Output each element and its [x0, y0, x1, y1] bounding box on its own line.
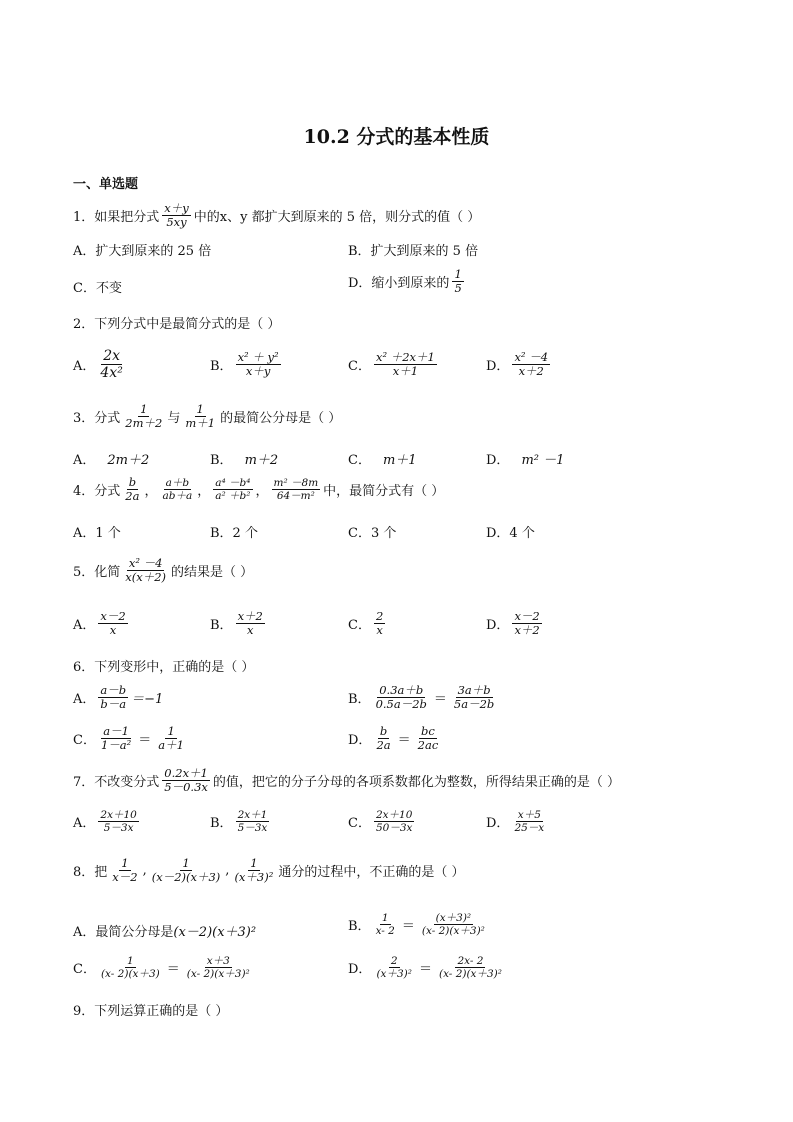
option-label: C． [348, 816, 371, 832]
option-label: D． [348, 733, 372, 749]
question-2: 2．下列分式中是最简分式的是（ ） [73, 317, 281, 332]
denominator: x＋2 [514, 623, 540, 638]
fraction [512, 610, 541, 637]
numerator: 2x [103, 348, 120, 364]
page-title: 10.2 分式的基本性质 [303, 126, 490, 148]
denominator: (x- 2)(x＋3)² [186, 968, 250, 981]
option-label: A． [73, 816, 96, 832]
question-3 [73, 403, 341, 430]
question-5-suffix: 的结果是（ ） [171, 565, 254, 581]
denominator: 25－x [514, 822, 545, 835]
section-heading: 一、单选题 [73, 177, 139, 192]
option-label: C． [348, 359, 371, 375]
question-7 [73, 767, 620, 794]
option-label: B． [210, 816, 233, 832]
option-value: m＋2 [244, 453, 279, 468]
numerator: 1 [182, 856, 190, 870]
question-5 [73, 557, 253, 584]
denominator: 1－a² [100, 738, 132, 753]
fraction [150, 857, 223, 884]
fraction [374, 912, 397, 937]
question-3-prefix: 3．分式 [73, 411, 121, 427]
fraction [123, 403, 164, 430]
option-label: C． [348, 453, 371, 468]
separator: , [142, 863, 147, 879]
q1-option-d [348, 268, 467, 295]
question-8 [73, 857, 464, 884]
question-1-suffix: 中的x、y 都扩大到原来的 5 倍，则分式的值（ ） [193, 210, 481, 226]
fraction [232, 857, 275, 884]
question-8-prefix: 8．把 [73, 865, 108, 881]
q8-option-d [348, 955, 507, 980]
denominator: x [109, 623, 117, 638]
denominator: 5xy [166, 215, 187, 230]
denominator: x- 2 [375, 925, 395, 938]
q1-option-a: A．扩大到原来的 25 倍 [73, 244, 212, 259]
separator: ， [255, 484, 269, 500]
option-label: B． [348, 692, 371, 708]
numerator: x－2 [514, 609, 540, 623]
denominator: x [376, 623, 383, 638]
option-label: D． [486, 816, 510, 832]
denominator: 2a [125, 489, 140, 504]
equals-sign: ＝ [397, 733, 411, 749]
numerator: 0.3a＋b [379, 683, 424, 697]
numerator: b [379, 724, 388, 738]
denominator: (x- 2)(x＋3)² [438, 968, 502, 981]
denominator: (x- 2)(x＋3) [100, 968, 160, 981]
numerator: 0.2x＋1 [164, 766, 208, 780]
equation-rhs: ＝−1 [131, 692, 164, 708]
option-value: m² －1 [521, 453, 565, 468]
numerator: x² －4 [514, 350, 549, 364]
q4-option-b: B．2 个 [210, 526, 258, 541]
denominator: 5－3x [103, 822, 134, 835]
numerator: m² －8m [273, 477, 319, 490]
option-label: D． [486, 618, 510, 634]
option-label: C． [348, 618, 371, 634]
numerator: 1 [127, 955, 134, 967]
numerator: x－2 [100, 609, 126, 623]
q7-option-a [73, 809, 142, 834]
q5-option-a [73, 610, 131, 637]
q3-option-b [210, 449, 278, 468]
separator: ， [144, 484, 158, 500]
option-label: D． [486, 453, 510, 468]
fraction [123, 476, 141, 503]
fraction [374, 610, 385, 637]
q4-option-d: D．4 个 [486, 526, 535, 541]
denominator: x(x＋2) [125, 570, 167, 585]
fraction [374, 684, 429, 711]
fraction [512, 351, 550, 378]
fraction [183, 403, 217, 430]
question-4 [73, 476, 444, 503]
numerator: 3a＋b [457, 683, 491, 697]
fraction [374, 351, 437, 378]
fraction [99, 725, 133, 752]
denominator: 0.5a－2b [375, 697, 427, 712]
numerator: a＋b [165, 477, 190, 490]
question-7-prefix: 7．不改变分式 [73, 775, 160, 791]
numerator: 1 [381, 912, 389, 924]
separator: , [225, 863, 230, 879]
question-9: 9．下列运算正确的是（ ） [73, 1004, 229, 1019]
question-4-prefix: 4．分式 [73, 484, 121, 500]
option-label: A． [73, 453, 96, 468]
denominator: (x- 2)(x＋3)² [421, 925, 485, 938]
question-1-prefix: 1．如果把分式 [73, 210, 160, 226]
q5-option-b [210, 610, 268, 637]
denominator: 2a [376, 738, 391, 753]
q4-option-a: A．1 个 [73, 526, 121, 541]
q8-option-c [73, 955, 255, 980]
fraction [185, 955, 252, 980]
option-label: D． [486, 359, 510, 375]
denominator: 5－3x [237, 822, 268, 835]
numerator: 1 [250, 856, 258, 870]
numerator: b [128, 475, 137, 489]
denominator: 64－m² [276, 490, 315, 503]
numerator: x＋y [164, 201, 189, 215]
numerator: 1 [196, 402, 204, 416]
numerator: a⁴ －b⁴ [215, 477, 251, 490]
denominator: a² ＋b² [215, 490, 251, 503]
q2-option-c [348, 351, 440, 378]
option-label: A． [73, 359, 96, 375]
numerator: 2 [390, 955, 398, 967]
question-7-suffix: 的值，把它的分子分母的各项系数都化为整数，所得结果正确的是（ ） [212, 775, 621, 791]
numerator: 2x＋10 [375, 809, 413, 821]
option-label: B． [210, 359, 233, 375]
q3-option-d [486, 449, 564, 468]
numerator: x＋3 [206, 955, 230, 967]
q6-option-c [73, 725, 189, 752]
option-label: D． [348, 962, 372, 978]
q3-option-a [73, 449, 149, 468]
question-1 [73, 202, 480, 229]
option-label: C． [73, 733, 96, 749]
q1-option-c: C．不变 [73, 281, 122, 296]
q5-option-c [348, 610, 388, 637]
fraction [160, 477, 194, 502]
question-8-suffix: 通分的过程中，不正确的是（ ） [278, 865, 465, 881]
question-4-suffix: 中，最简分式有（ ） [323, 484, 445, 500]
equals-sign: ＝ [433, 692, 447, 708]
option-value: (x－2)(x＋3)² [173, 925, 257, 940]
denominator: (x＋3)² [376, 968, 412, 981]
denominator: 5a－2b [453, 697, 495, 712]
option-value: 2m＋2 [107, 453, 150, 468]
fraction [512, 809, 546, 834]
denominator: m＋1 [185, 416, 216, 431]
question-3-suffix: 的最简公分母是（ ） [220, 411, 342, 427]
numerator: 1 [167, 724, 175, 738]
equals-sign: ＝ [401, 919, 415, 935]
option-value: m＋1 [382, 453, 417, 468]
separator: ， [197, 484, 211, 500]
q2-option-b [210, 351, 284, 378]
numerator: 2 [375, 609, 384, 623]
q4-option-c: C．3 个 [348, 526, 397, 541]
fraction [452, 684, 496, 711]
q3-option-c [348, 449, 417, 468]
fraction [162, 767, 210, 794]
denominator: x＋y [245, 364, 271, 379]
equals-sign: ＝ [418, 962, 432, 978]
numerator: x² －4 [128, 556, 163, 570]
fraction [98, 809, 138, 834]
option-label: A．最简公分母是 [73, 925, 174, 940]
fraction [236, 809, 270, 834]
denominator: a＋1 [158, 738, 184, 753]
q7-option-d [486, 809, 549, 834]
q6-option-d [348, 725, 443, 752]
denominator: 5 [454, 281, 462, 296]
q2-option-d [486, 351, 553, 378]
fraction [213, 477, 252, 502]
numerator: x² ＋2x＋1 [375, 350, 435, 364]
fraction [374, 955, 414, 980]
numerator: (x＋3)² [435, 912, 472, 924]
q2-option-a [73, 348, 128, 381]
denominator: x [246, 623, 254, 638]
question-6: 6．下列变形中，正确的是（ ） [73, 660, 255, 675]
numerator: x＋2 [237, 609, 263, 623]
option-label: B． [348, 919, 371, 935]
q5-option-d [486, 610, 545, 637]
denominator: 5－0.3x [164, 780, 208, 795]
q1-option-b: B．扩大到原来的 5 倍 [348, 244, 479, 259]
fraction [236, 351, 281, 378]
q1-option-d-text: D．缩小到原来的 [348, 276, 450, 292]
denominator: (x＋3)² [234, 870, 274, 885]
option-label: A． [73, 692, 96, 708]
equals-sign: ＝ [138, 733, 152, 749]
denominator: b－a [100, 697, 127, 712]
q8-option-b [348, 912, 490, 937]
fraction [123, 557, 168, 584]
fraction [236, 610, 265, 637]
fraction [99, 955, 162, 980]
numerator: x＋5 [517, 809, 541, 821]
numerator: bc [421, 724, 435, 738]
numerator: 2x＋10 [100, 809, 137, 821]
q8-option-a [73, 921, 256, 940]
fraction [98, 684, 128, 711]
fraction [110, 857, 139, 884]
question-5-prefix: 5．化简 [73, 565, 121, 581]
fraction [156, 725, 186, 752]
denominator: 2ac [417, 738, 439, 753]
denominator: x＋1 [392, 364, 419, 379]
fraction [416, 725, 441, 752]
denominator: 4x² [100, 365, 123, 382]
connector-text: 与 [167, 411, 181, 427]
denominator: x＋2 [518, 364, 544, 379]
fraction [437, 955, 504, 980]
q6-option-b [348, 684, 499, 711]
option-label: C． [73, 962, 96, 978]
fraction [420, 912, 487, 937]
numerator: a－b [100, 683, 127, 697]
numerator: 2x＋1 [237, 809, 268, 821]
fraction [162, 202, 190, 229]
q7-option-b [210, 809, 272, 834]
equals-sign: ＝ [166, 962, 180, 978]
numerator: 1 [121, 856, 129, 870]
fraction [98, 610, 127, 637]
option-label: B． [210, 618, 233, 634]
numerator: 1 [140, 402, 148, 416]
numerator: 1 [454, 267, 462, 281]
numerator: a－1 [103, 724, 129, 738]
numerator: x² ＋ y² [237, 350, 279, 364]
q7-option-c [348, 809, 417, 834]
fraction [374, 725, 392, 752]
denominator: ab＋a [162, 490, 193, 503]
denominator: 2m＋2 [125, 416, 163, 431]
denominator: (x－2)(x＋3) [151, 870, 221, 885]
fraction [98, 348, 124, 381]
option-label: B． [210, 453, 233, 468]
numerator: 2x- 2 [457, 955, 484, 967]
denominator: 50－3x [375, 822, 413, 835]
fraction [452, 268, 463, 295]
fraction [374, 809, 414, 834]
fraction [272, 477, 321, 502]
q6-option-a [73, 684, 163, 711]
denominator: x－2 [112, 870, 138, 885]
option-label: A． [73, 618, 96, 634]
